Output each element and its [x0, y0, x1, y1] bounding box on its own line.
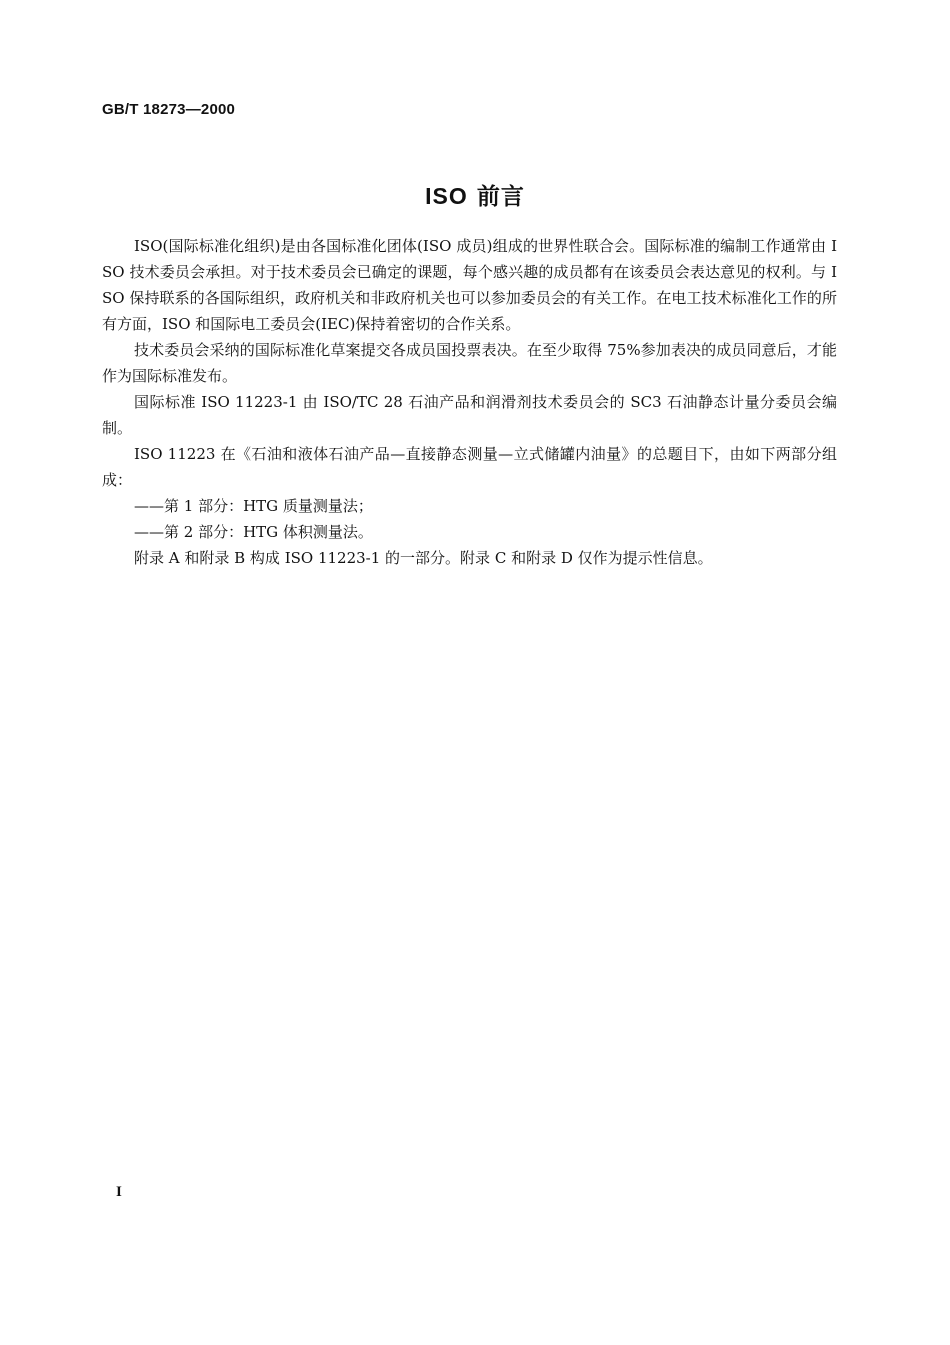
paragraph-iso-intro: ISO(国际标准化组织)是由各国标准化团体(ISO 成员)组成的世界性联合会。国际标准的编制工作通常由 ISO 技术委员会承担。对于技术委员会已确定的课题，每个感兴趣的成员都有在该委员会表达意见的权利。与 ISO 保持联系的各国际组织，政府机关和非政府机关也可以参加委员会的有关工作。在电工技术标准化工作的所有方面，ISO 和国际电工委员会(IEC)保持着密切的合作关系。 — [102, 237, 837, 333]
page-title — [0, 178, 950, 211]
list-item-part-1: ——第 1 部分：HTG 质量测量法； — [134, 497, 373, 515]
standard-code: GB/T 18273—2000 — [102, 101, 236, 118]
paragraph-parts-intro: ISO 11223 在《石油和液体石油产品—直接静态测量—立式储罐内油量》的总题目下，由如下两部分组成： — [102, 445, 837, 489]
page-number: I — [116, 1184, 122, 1200]
paragraph-committee: 国际标准 ISO 11223-1 由 ISO/TC 28 石油产品和润滑剂技术委员会的 SC3 石油静态计量分委员会编制。 — [102, 393, 837, 437]
title-text: 前言 — [476, 183, 525, 210]
paragraph-voting: 技术委员会采纳的国际标准化草案提交各成员国投票表决。在至少取得 75%参加表决的成员同意后，才能作为国际标准发布。 — [102, 341, 837, 385]
title-prefix: ISO — [425, 183, 468, 209]
foreword-body — [102, 233, 837, 571]
paragraph-annexes: 附录 A 和附录 B 构成 ISO 11223-1 的一部分。附录 C 和附录 D 仅作为提示性信息。 — [134, 549, 713, 567]
list-item-part-2: ——第 2 部分：HTG 体积测量法。 — [134, 523, 373, 541]
